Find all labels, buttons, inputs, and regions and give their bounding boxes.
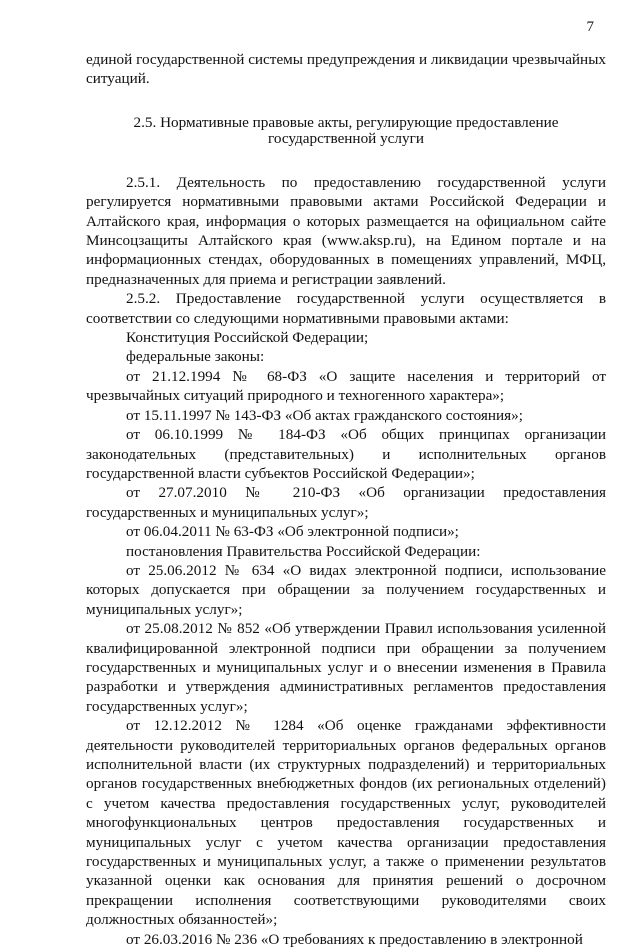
- list-item-decree-1284: от 12.12.2012 № 1284 «Об оценке гражданами эффективности деятельности руководителей территориальных органов федеральных органов исполнительной власти (их структурных подразделений) и территориальных органов государственных внебюджетных фондов (их региональных отделений) с учетом качества предоставления государственных услуг, руководителей многофункциональных центров предоставления государственных и муниципальных услуг с учетом качества организации предоставления государственных и муниципальных услуг, а также о применении результатов указанной оценки как основания для принятия решений о досрочном прекращении исполнения соответствующими руководителями своих должностных обязанностей»;: [86, 717, 606, 929]
- list-heading-federal-laws: федеральные законы:: [126, 348, 265, 366]
- intro-paragraph: единой государственной системы предупреждения и ликвидации чрезвычайных ситуаций.: [86, 51, 606, 88]
- list-heading-government-decrees: постановления Правительства Российской Федерации:: [126, 542, 481, 560]
- list-item-law-68: от 21.12.1994 № 68-ФЗ «О защите населения и территорий от чрезвычайных ситуаций природного и техногенного характера»;: [86, 367, 606, 405]
- list-item-decree-236: от 26.03.2016 № 236 «О требованиях к предоставлению в электронной: [126, 930, 583, 948]
- list-item-law-63: от 06.04.2011 № 63-ФЗ «Об электронной подписи»;: [126, 523, 459, 541]
- list-item-constitution: Конституция Российской Федерации;: [126, 329, 369, 347]
- page-number: 7: [586, 19, 594, 35]
- list-item-decree-634: от 25.06.2012 № 634 «О видах электронной подписи, использование которых допускается при обращении за получением государственных и муниципальных услуг»;: [86, 561, 606, 618]
- section-heading: 2.5. Нормативные правовые акты, регулирующие предоставление государственной услуги: [133, 113, 559, 147]
- list-item-law-184: от 06.10.1999 № 184-ФЗ «Об общих принципах организации законодательных (представительных) и исполнительных органов государственной власти субъектов Российской Федерации»;: [86, 426, 606, 482]
- paragraph-2-5-2: 2.5.2. Предоставление государственной услуги осуществляется в соответствии со следующими нормативными правовыми актами:: [86, 290, 606, 327]
- list-item-law-210: от 27.07.2010 № 210-ФЗ «Об организации предоставления государственных и муниципальных услуг»;: [86, 484, 606, 521]
- list-item-law-143: от 15.11.1997 № 143-ФЗ «Об актах гражданского состояния»;: [126, 406, 523, 424]
- document-body: [86, 50, 606, 949]
- list-item-decree-852: от 25.08.2012 № 852 «Об утверждении Правил использования усиленной квалифицированной электронной подписи при обращении за получением государственных и муниципальных услуг и о внесении изменения в Правила разработки и утверждения административных регламентов предоставления государственных услуг»;: [86, 620, 606, 715]
- paragraph-2-5-1: 2.5.1. Деятельность по предоставлению государственной услуги регулируется нормативными правовыми актами Российской Федерации и Алтайского края, информация о которых размещается на официальном сайте Минсоцзащиты Алтайского края (www.aksp.ru), на Едином портале и на информационных стендах, оборудованных в помещениях управлений, МФЦ, предназначенных для приема и регистрации заявлений.: [86, 173, 606, 288]
